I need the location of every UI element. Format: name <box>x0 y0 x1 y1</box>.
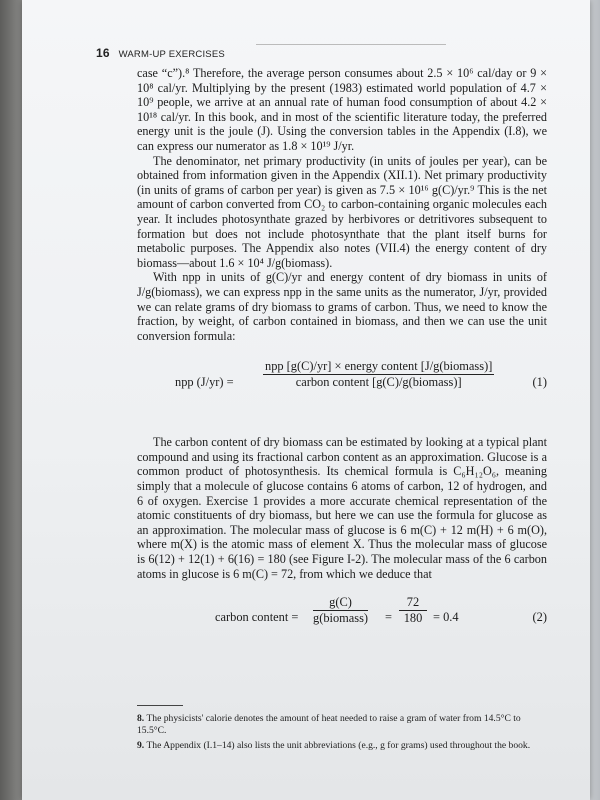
equation-2-frac1-numerator: g(C) <box>313 595 368 611</box>
equation-2-fraction-1 <box>313 595 368 625</box>
equation-2-lhs: carbon content = <box>215 610 299 625</box>
equation-1-denominator: carbon content [g(C)/g(biomass)] <box>295 374 462 389</box>
page-header <box>96 46 225 60</box>
footnote-9 <box>137 740 537 752</box>
equation-2-result: = 0.4 <box>433 610 459 625</box>
equation-2-number: (2) <box>532 610 547 625</box>
footnote-8-mark: 8. <box>137 713 145 724</box>
equation-1-lhs: npp (J/yr) = <box>175 375 234 390</box>
paragraph-3: With npp in units of g(C)/yr and energy content of dry biomass in units of J/g(biomass), we can express npp in the same units as the numerator, J/yr, provided we can relate grams of dry biomass to grams of carbon. Thus, we need to know the fraction, by weight, of carbon contained in biomass, and then we can use the unit conversion formula: <box>137 270 547 343</box>
footnote-9-text: The Appendix (I.1–14) also lists the unit abbreviations (e.g., g for grams) used throughout the book. <box>146 740 531 751</box>
running-title: WARM-UP EXERCISES <box>118 49 225 60</box>
equation-2-frac2-numerator: 72 <box>399 595 427 611</box>
footnote-rule <box>137 705 183 706</box>
page-number: 16 <box>96 46 110 60</box>
paragraph-1: case “c”).⁸ Therefore, the average person consumes about 2.5 × 10⁶ cal/day or 9 × 10⁸ cal/yr. Multiplying by the present (1983) estimated world population of 4.7 × 10⁹ people, we arrive at an annual rate of human food consumption of about 4.2 × 10¹⁸ cal/yr. In this book, and in most of the scientific literature today, the preferred energy unit is the joule (J). Using the conversion tables in the Appendix (I.8), we can express our numerator as 1.8 × 10¹⁹ J/yr. <box>137 66 547 153</box>
body-text <box>137 66 547 635</box>
equation-2-fraction-2 <box>399 595 427 625</box>
footnote-9-mark: 9. <box>137 740 145 751</box>
equation-1-fraction <box>263 359 494 389</box>
equation-2-equals: = <box>385 610 392 625</box>
background-left <box>0 0 24 800</box>
equation-1-number: (1) <box>532 375 547 390</box>
paragraph-4: The carbon content of dry biomass can be estimated by looking at a typical plant compound and using its fractional carbon content as an approximation. Glucose is a common product of photosynthesis. Its chemical formula is C₆H₁₂O₆, meaning simply that a molecule of glucose contains 6 atoms of carbon, 12 of hydrogen, and 6 of oxygen. Exercise 1 provides a more accurate chemical representation of the atomic constituents of dry biomass, but here we can use the formula for glucose as an approximation. The molecular mass of glucose is 6 m(C) + 12 m(H) + 6 m(O), where m(X) is the atomic mass of element X. Thus the molecular mass of glucose is 6(12) + 12(1) + 6(16) = 180 (see Figure I-2). The molecular mass of the 6 carbon atoms in glucose is 6 m(C) = 72, from which we deduce that <box>137 435 547 581</box>
equation-1 <box>137 357 547 405</box>
footnote-8 <box>137 713 537 737</box>
paragraph-2: The denominator, net primary productivity (in units of joules per year), can be obtained from information given in the Appendix (XII.1). Net primary productivity (in units of grams of carbon per year) is given as 7.5 × 10¹⁶ g(C)/yr.⁹ This is the net amount of carbon converted from CO₂ to carbon-containing organic molecules each year. It includes photosynthate grazed by herbivores or detritivores subsequent to formation but does not include photosynthate that the plant itself burns for metabolic purposes. The Appendix also notes (VII.4) the energy content of dry biomass—about 1.6 × 10⁴ J/g(biomass). <box>137 153 547 270</box>
equation-2 <box>137 595 547 635</box>
equation-1-numerator: npp [g(C)/yr] × energy content [J/g(biomass)] <box>265 359 493 374</box>
equation-2-frac1-denominator: g(biomass) <box>313 610 369 625</box>
equation-2-frac2-denominator: 180 <box>403 610 423 625</box>
footnote-8-text: The physicists' calorie denotes the amount of heat needed to raise a gram of water from 14.5°C to 15.5°C. <box>137 713 521 736</box>
header-rule <box>256 44 446 45</box>
